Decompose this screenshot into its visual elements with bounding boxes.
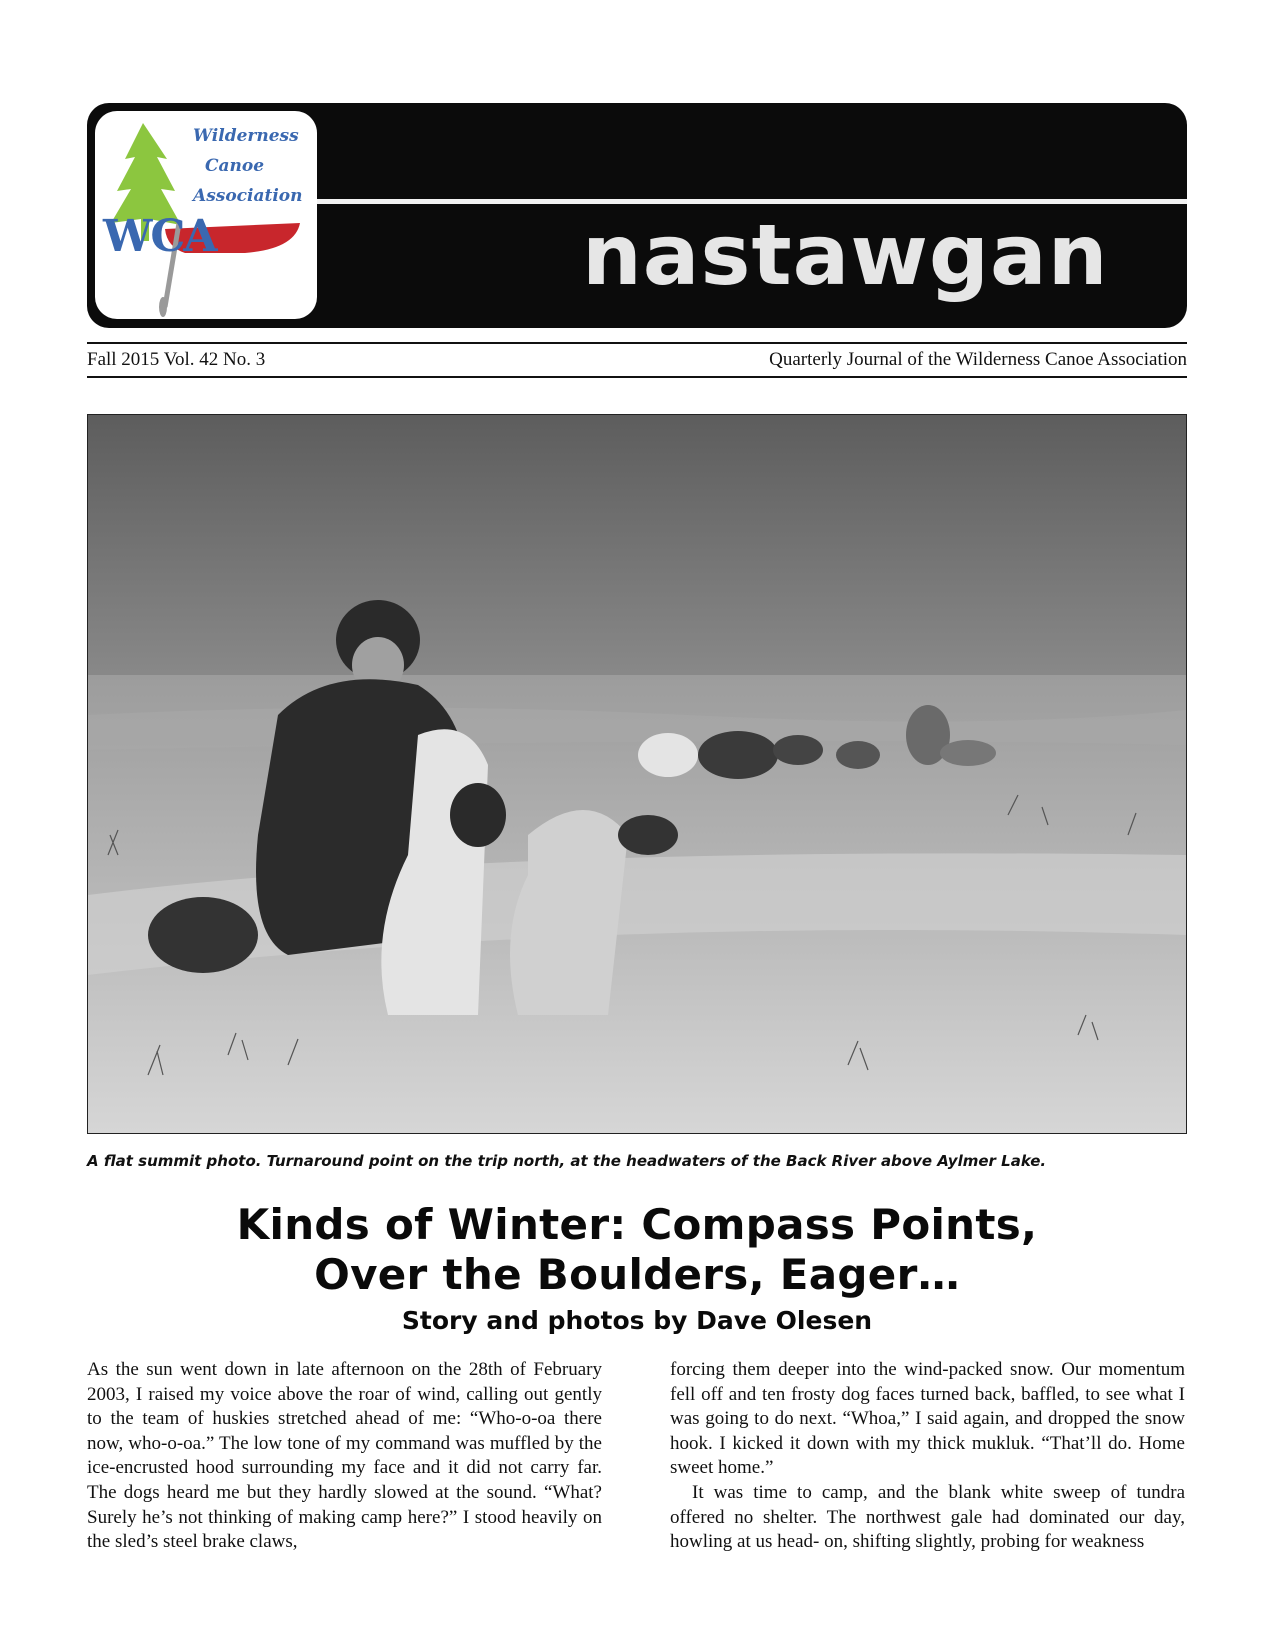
- issue-bar: [87, 342, 1187, 378]
- publication-title: nastawgan: [582, 206, 1109, 304]
- masthead-rule: [317, 199, 1187, 204]
- cover-photo-image: [88, 415, 1186, 1133]
- article-column-2: [670, 1358, 1185, 1555]
- paragraph: forcing them deeper into the wind-packed snow. Our momentum fell off and ten frosty dog faces turned back, baffled, to see what I was going to do next. “Whoa,” I said again, and dropped the snow hook. I kicked it down with my thick mukluk. “That’ll do. Home sweet home.”: [670, 1359, 1185, 1479]
- wca-logo: [95, 111, 317, 319]
- cover-photo: [87, 414, 1187, 1134]
- article-title-line2: Over the Boulders, Eager…: [314, 1250, 960, 1299]
- paragraph: As the sun went down in late afternoon on the 28th of February 2003, I raised my voice above the roar of wind, calling out gently to the team of huskies stretched ahead of me: “Who-o-oa there now, who-o-oa.” The low tone of my command was muffled by the ice-encrusted hood surrounding my face and it did not carry far. The dogs heard me but they hardly slowed at the sound. “What? Surely he’s not thinking of making camp here?” I stood heavily on the sled’s steel brake claws,: [87, 1359, 602, 1553]
- masthead: [87, 103, 1187, 328]
- photo-caption: A flat summit photo. Turnaround point on the trip north, at the headwaters of the Back River above Aylmer Lake.: [87, 1152, 1047, 1170]
- article-title: [87, 1200, 1187, 1300]
- article-byline: Story and photos by Dave Olesen: [401, 1306, 873, 1335]
- logo-line3: Association: [193, 186, 303, 206]
- article-title-line1: Kinds of Winter: Compass Points,: [236, 1200, 1038, 1249]
- journal-subtitle: Quarterly Journal of the Wilderness Canoe Association: [769, 349, 1187, 370]
- logo-line2: Canoe: [205, 156, 265, 176]
- logo-letters: WCA: [103, 211, 216, 262]
- paragraph: It was time to camp, and the blank white sweep of tundra offered no shelter. The northwest gale had dominated our day, howling at us head- on, shifting slightly, probing for weakness: [670, 1481, 1185, 1553]
- issue-date: Fall 2015 Vol. 42 No. 3: [87, 349, 266, 370]
- article-column-1: [87, 1358, 602, 1555]
- logo-line1: Wilderness: [193, 126, 299, 146]
- logo-wordmark: [193, 121, 313, 211]
